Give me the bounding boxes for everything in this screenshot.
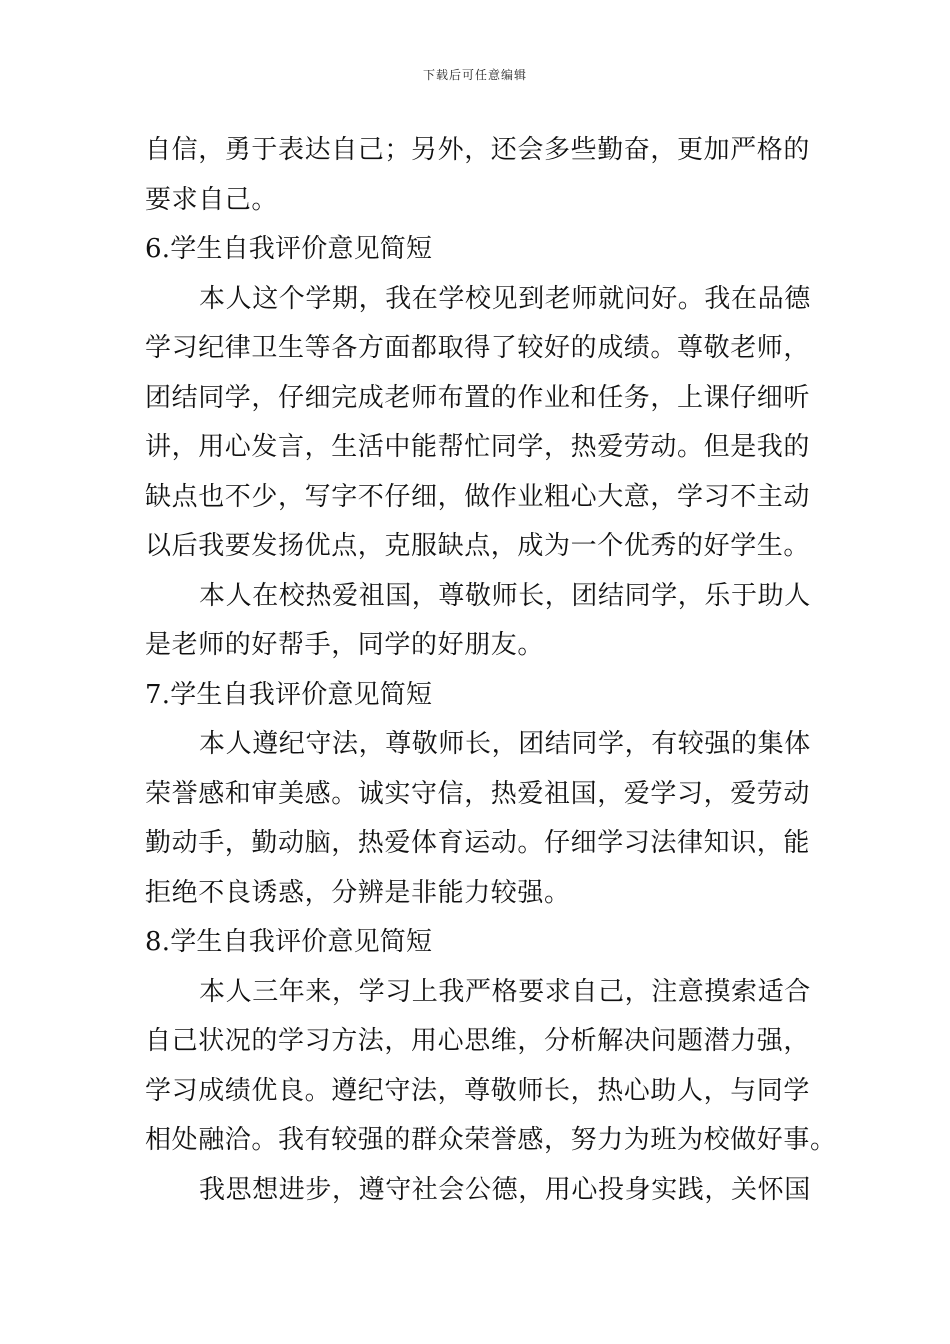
text-line: 要求自己。 bbox=[145, 184, 279, 215]
text-line: 自己状况的学习方法，用心思维，分析解决问题潜力强， bbox=[145, 1026, 811, 1056]
paragraph-first-line: 我思想进步，遵守社会公德，用心投身实践，关怀国 bbox=[199, 1174, 811, 1205]
text-line: 讲，用心发言，生活中能帮忙同学，热爱劳动。但是我的 bbox=[145, 432, 811, 462]
section-heading: 6.学生自我评价意见简短 bbox=[145, 234, 433, 264]
text-line: 勤动手，勤动脑，热爱体育运动。仔细学习法律知识，能 bbox=[145, 828, 811, 858]
text-line: 拒绝不良诱惑，分辨是非能力较强。 bbox=[145, 877, 571, 908]
text-line: 是老师的好帮手，同学的好朋友。 bbox=[145, 630, 545, 660]
text-line: 相处融洽。我有较强的群众荣誉感，努力为班为校做好事。 bbox=[145, 1125, 837, 1155]
paragraph-first-line: 本人遵纪守法，尊敬师长，团结同学，有较强的集体 bbox=[199, 729, 811, 759]
text-line: 自信，勇于表达自己；另外，还会多些勤奋，更加严格的 bbox=[145, 135, 811, 165]
text-line: 学习成绩优良。遵纪守法，尊敬师长，热心助人，与同学 bbox=[145, 1075, 811, 1106]
document-body bbox=[145, 126, 837, 1215]
paragraph-first-line: 本人在校热爱祖国，尊敬师长，团结同学，乐于助人 bbox=[199, 580, 811, 611]
text-line: 学习纪律卫生等各方面都取得了较好的成绩。尊敬老师， bbox=[145, 333, 811, 363]
text-line: 以后我要发扬优点，克服缺点，成为一个优秀的好学生。 bbox=[145, 531, 811, 561]
page-header: 下载后可任意编辑 bbox=[422, 68, 527, 82]
paragraph-first-line: 本人三年来，学习上我严格要求自己，注意摸索适合 bbox=[199, 976, 811, 1007]
text-line: 荣誉感和审美感。诚实守信，热爱祖国，爱学习，爱劳动 bbox=[145, 778, 811, 809]
section-heading: 8.学生自我评价意见简短 bbox=[145, 927, 433, 957]
text-line: 团结同学，仔细完成老师布置的作业和任务，上课仔细听 bbox=[145, 382, 811, 413]
text-line: 缺点也不少，写字不仔细，做作业粗心大意，学习不主动 bbox=[145, 481, 811, 512]
paragraph-first-line: 本人这个学期，我在学校见到老师就问好。我在品德 bbox=[199, 283, 811, 314]
section-heading: 7.学生自我评价意见简短 bbox=[145, 679, 433, 710]
